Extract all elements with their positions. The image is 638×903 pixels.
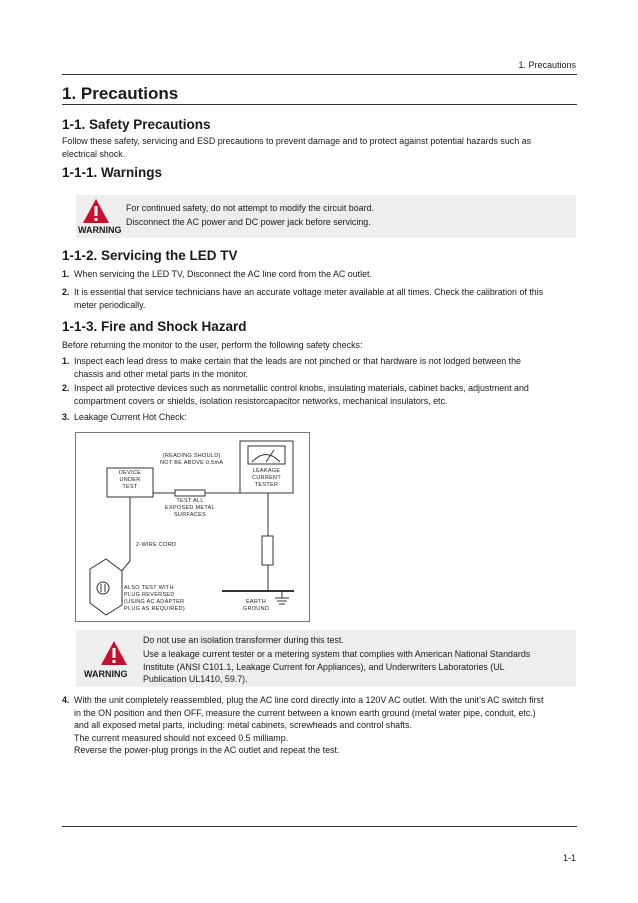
servicing-item-2 [62, 286, 577, 311]
list-number: 3. [62, 412, 70, 422]
warning2-line-3: Institute (ANSI C101.1, Leakage Current for Appliances), and Underwriters Laboratories (UL [143, 662, 505, 672]
running-header: 1. Precautions [518, 60, 576, 70]
leakage-test-diagram [75, 432, 310, 622]
diagram-text: LEAKAGE [252, 468, 281, 474]
servicing-item-1 [62, 268, 577, 281]
warning-line-2: Disconnect the AC power and DC power jack before servicing. [126, 217, 371, 227]
fire-item-2 [62, 382, 577, 407]
section-heading-servicing: 1-1-2. Servicing the LED TV [62, 248, 238, 263]
diagram-label-tester [242, 468, 291, 489]
diagram-text: (USING AC ADAPTER [124, 599, 185, 605]
page-title: 1. Precautions [62, 84, 179, 103]
list-item-text: Inspect all protective devices such as nonmetallic control knobs, insulating materials, cabinet backs, adjustment and [74, 383, 529, 393]
footer-rule [62, 826, 577, 827]
diagram-text: EXPOSED METAL [165, 505, 215, 511]
warning-icon [100, 640, 128, 666]
warning-box-2 [76, 630, 576, 687]
warning-label: WARNING [84, 669, 128, 679]
warning2-line-2: Use a leakage current tester or a metering system that complies with American National Standards [143, 649, 531, 659]
safety-intro-line-1: Follow these safety, servicing and ESD precautions to prevent damage and to protect against potential hazards such as [62, 136, 532, 146]
warning-label: WARNING [78, 225, 122, 235]
diagram-label-also-test [124, 585, 185, 613]
diagram-text: PLUG AS REQUIRED) [124, 606, 186, 612]
header-rule [62, 74, 577, 75]
diagram-label-cord: 2-WIRE CORD [136, 542, 177, 548]
list-number: 1. [62, 356, 70, 366]
page-number: 1-1 [562, 853, 576, 863]
title-rule [62, 104, 577, 105]
list-number: 2. [62, 287, 70, 297]
diagram-text: EARTH [245, 599, 267, 605]
diagram-text: PLUG REVERSED [124, 592, 175, 598]
fire-item-1 [62, 355, 577, 380]
list-item-text: Reverse the power-plug prongs in the AC outlet and repeat the test. [74, 745, 340, 755]
list-item-text: chassis and other metal parts in the monitor. [74, 368, 249, 379]
list-number: 4. [62, 695, 70, 705]
diagram-text: UNDER [119, 477, 141, 483]
diagram-text: CURRENT [252, 475, 281, 481]
list-number: 1. [62, 269, 70, 279]
section-heading-safety: 1-1. Safety Precautions [62, 117, 211, 132]
list-item-text: It is essential that service technicians have an accurate voltage meter available at all times. Check the calibration of this [74, 287, 544, 297]
diagram-text: DEVICE [118, 470, 142, 476]
diagram-label-reading [160, 453, 223, 467]
list-item-text: compartment covers or shields, isolation resistorcapacitor networks, mechanical insulators, etc. [74, 395, 448, 406]
diagram-text: NOT BE ABOVE 0.5mA [160, 460, 224, 466]
list-item-text: in the ON position and then OFF, measure the current between a known earth ground (metal water pipe, conduit, etc.) [74, 707, 536, 718]
warning-box [76, 195, 576, 238]
warning2-line-4: Publication UL1410, 59.7). [143, 674, 248, 684]
safety-intro-line-2: electrical shock. [62, 148, 126, 159]
section-heading-fire: 1-1-3. Fire and Shock Hazard [62, 319, 247, 334]
diagram-label-test-surfaces [160, 498, 220, 519]
diagram-text: (READING SHOULD) [162, 453, 221, 459]
list-item-text: When servicing the LED TV, Disconnect the AC line cord from the AC outlet. [74, 269, 372, 279]
list-item-text: The current measured should not exceed 0.5 milliamp. [74, 732, 289, 743]
list-number: 2. [62, 383, 70, 393]
diagram-text: ALSO TEST WITH [124, 585, 174, 591]
diagram-text: TEST ALL [176, 498, 204, 504]
list-item-text: Inspect each lead dress to make certain that the leads are not pinched or that hardware is not lodged between the [74, 356, 521, 366]
fire-item-4 [62, 694, 577, 757]
safety-intro [62, 135, 577, 160]
diagram-label-device [110, 470, 150, 491]
warning2-line-1: Do not use an isolation transformer during this test. [143, 635, 344, 645]
section-heading-warnings: 1-1-1. Warnings [62, 165, 163, 180]
list-item-text: Leakage Current Hot Check: [74, 412, 187, 422]
diagram-text: TESTER [254, 482, 279, 488]
list-item-text: meter periodically. [74, 299, 146, 310]
warning-icon [82, 198, 110, 224]
diagram-text: SURFACES [173, 512, 207, 518]
list-item-text: With the unit completely reassembled, plug the AC line cord directly into a 120V AC outlet. With the unit’s AC switch first [74, 695, 544, 705]
warning-line-1: For continued safety, do not attempt to modify the circuit board. [126, 203, 374, 213]
list-item-text: and all exposed metal parts, including: metal cabinets, screwheads and control shafts. [74, 720, 412, 730]
diagram-label-earth [239, 599, 273, 613]
fire-item-3 [62, 411, 577, 424]
fire-intro: Before returning the monitor to the user, perform the following safety checks: [62, 340, 363, 350]
diagram-text: TEST [122, 484, 138, 490]
diagram-text: GROUND [242, 606, 270, 612]
